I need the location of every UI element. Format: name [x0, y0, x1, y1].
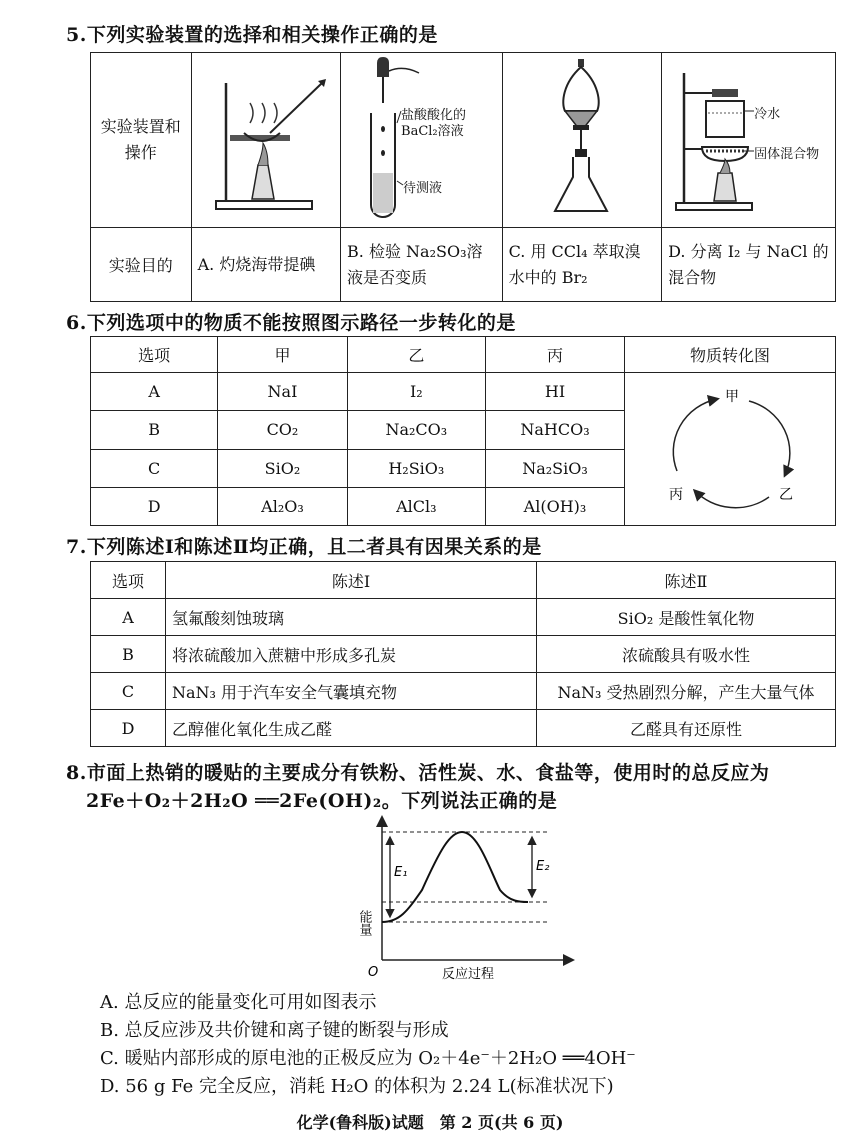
table-cell: CO₂ — [218, 411, 347, 449]
q8-stem-line1: 8.市面上热销的暖贴的主要成分有铁粉、活性炭、水、食盐等，使用时的总反应为 — [66, 762, 770, 784]
table-cell: 乙醛具有还原性 — [537, 710, 836, 747]
q5-option-c: C. 用 CCl₄ 萃取溴水中的 Br₂ — [502, 228, 662, 302]
q7-stem: 7.下列陈述Ⅰ和陈述Ⅱ均正确，且二者具有因果关系的是 — [66, 536, 542, 558]
e2-label: E₂ — [536, 859, 550, 874]
sample-label: 待测液 — [403, 181, 443, 196]
table-cell: 将浓硫酸加入蔗糖中形成多孔炭 — [166, 636, 537, 673]
cycle-label-bing: 丙 — [669, 487, 683, 503]
q6-table — [90, 336, 836, 526]
table-cell: SiO₂ — [218, 449, 347, 487]
apparatus-a — [191, 53, 340, 228]
q5-option-b: B. 检验 Na₂SO₃溶液是否变质 — [341, 228, 503, 302]
table-cell: Na₂CO₃ — [347, 411, 485, 449]
table-cell: A — [91, 373, 218, 411]
table-cell: HI — [486, 373, 625, 411]
table-cell: AlCl₃ — [347, 487, 485, 525]
table-cell: D — [91, 487, 218, 525]
q6-header-yi: 乙 — [347, 337, 485, 373]
q7-header-option: 选项 — [91, 562, 166, 599]
table-cell: 乙醇催化氧化生成乙醛 — [166, 710, 537, 747]
separatory-funnel-illustration — [503, 53, 659, 223]
origin-label: O — [368, 965, 379, 980]
crucible-burner-illustration — [192, 53, 338, 223]
e1-label: E₁ — [394, 865, 408, 880]
table-cell: A — [91, 599, 166, 636]
q6-stem: 6.下列选项中的物质不能按照图示路径一步转化的是 — [66, 312, 516, 334]
q6-header-bing: 丙 — [486, 337, 625, 373]
table-cell: B — [91, 411, 218, 449]
q5-row1-label: 实验装置和操作 — [91, 53, 192, 228]
table-cell: Al(OH)₃ — [486, 487, 625, 525]
x-axis-label: 反应过程 — [442, 967, 495, 982]
conversion-diagram-cell — [625, 373, 836, 526]
table-cell: C — [91, 673, 166, 710]
apparatus-d — [662, 53, 836, 228]
table-cell: SiO₂ 是酸性氧化物 — [537, 599, 836, 636]
q7-header-statement1: 陈述Ⅰ — [166, 562, 537, 599]
table-cell: B — [91, 636, 166, 673]
q6-header-diagram: 物质转化图 — [625, 337, 836, 373]
table-cell: Al₂O₃ — [218, 487, 347, 525]
page-footer: 化学(鲁科版)试题 第 2 页(共 6 页) — [296, 1113, 564, 1132]
cold-water-label: 冷水 — [754, 107, 781, 122]
q8-option-a: A. 总反应的能量变化可用如图表示 — [100, 992, 377, 1013]
table-cell: NaHCO₃ — [486, 411, 625, 449]
cycle-label-yi: 乙 — [779, 487, 793, 503]
q8-option-c: C. 暖贴内部形成的原电池的正极反应为 O₂＋4e⁻＋2H₂O ══4OH⁻ — [100, 1048, 636, 1069]
q8-option-b: B. 总反应涉及共价键和离子键的断裂与形成 — [100, 1020, 449, 1041]
q8-option-d: D. 56 g Fe 完全反应，消耗 H₂O 的体积为 2.24 L(标准状况下) — [100, 1076, 614, 1097]
q6-header-jia: 甲 — [218, 337, 347, 373]
q7-table — [90, 561, 836, 747]
table-cell: H₂SiO₃ — [347, 449, 485, 487]
q6-header-option: 选项 — [91, 337, 218, 373]
q5-option-a: A. 灼烧海带提碘 — [191, 228, 340, 302]
table-cell: 浓硫酸具有吸水性 — [537, 636, 836, 673]
table-cell: C — [91, 449, 218, 487]
table-cell: NaN₃ 用于汽车安全气囊填充物 — [166, 673, 537, 710]
table-cell: I₂ — [347, 373, 485, 411]
q7-header-statement2: 陈述Ⅱ — [537, 562, 836, 599]
solid-mixture-label: 固体混合物 — [754, 147, 820, 162]
table-cell: NaI — [218, 373, 347, 411]
energy-diagram — [356, 810, 580, 982]
sublimation-apparatus-illustration — [662, 53, 832, 223]
q5-option-d: D. 分离 I₂ 与 NaCl 的混合物 — [662, 228, 836, 302]
q5-row2-label: 实验目的 — [91, 228, 192, 302]
reagent-label: 盐酸酸化的 BaCl₂溶液 — [401, 108, 467, 139]
apparatus-b — [341, 53, 503, 228]
apparatus-c — [502, 53, 662, 228]
conversion-cycle-diagram — [625, 373, 835, 521]
table-cell: D — [91, 710, 166, 747]
y-axis-label: 能量 — [356, 910, 372, 936]
table-cell: Na₂SiO₃ — [486, 449, 625, 487]
q8-stem-line2: 2Fe＋O₂＋2H₂O ══2Fe(OH)₂。下列说法正确的是 — [86, 790, 558, 812]
q5-stem: 5.下列实验装置的选择和相关操作正确的是 — [66, 24, 438, 46]
table-cell: 氢氟酸刻蚀玻璃 — [166, 599, 537, 636]
cycle-label-jia: 甲 — [725, 389, 739, 405]
table-cell: NaN₃ 受热剧烈分解，产生大量气体 — [537, 673, 836, 710]
q5-table — [90, 52, 836, 302]
